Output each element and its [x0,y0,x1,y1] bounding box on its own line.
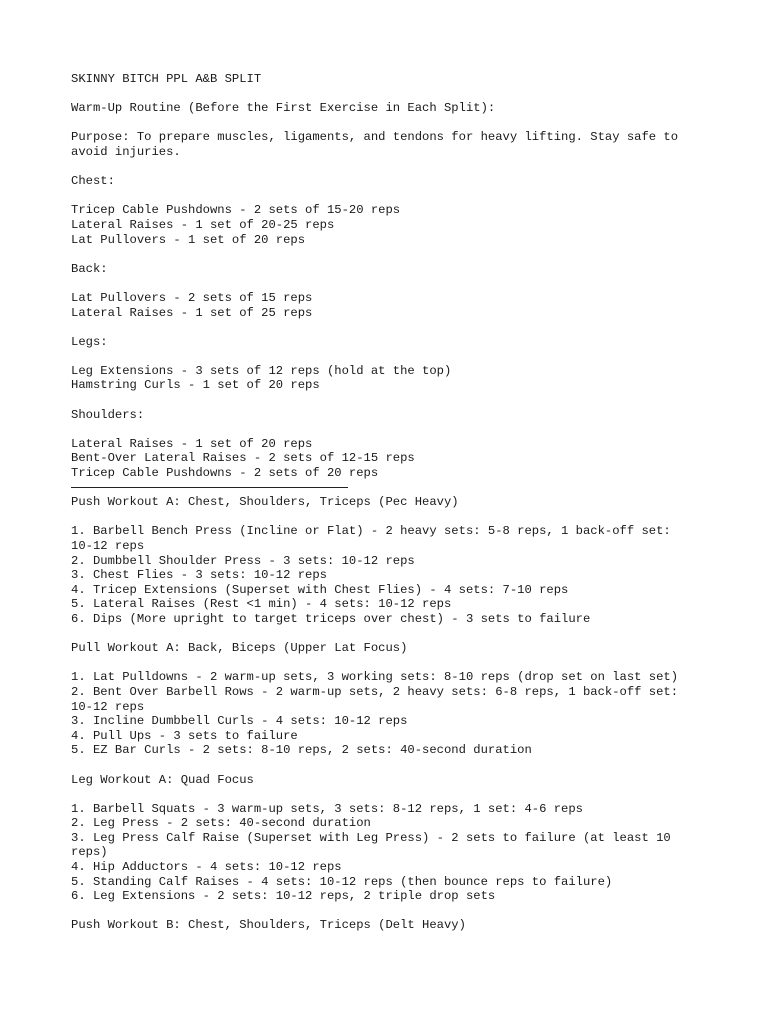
warmup-heading: Warm-Up Routine (Before the First Exercise in Each Split): [71,101,496,116]
list-item: 6. Leg Extensions - 2 sets: 10-12 reps, 2 triple drop sets [71,889,496,904]
warmup-purpose-line: avoid injuries. [71,144,181,159]
list-item: Lateral Raises - 1 set of 20 reps [71,436,313,451]
list-item: 4. Pull Ups - 3 sets to failure [71,728,298,743]
list-item: Tricep Cable Pushdowns - 2 sets of 15-20 reps [71,203,401,218]
push-a-heading: Push Workout A: Chest, Shoulders, Triceps (Pec Heavy) [71,495,459,510]
list-item: 1. Lat Pulldowns - 2 warm-up sets, 3 working sets: 8-10 reps (drop set on last set) [71,670,679,685]
list-item: 2. Dumbbell Shoulder Press - 3 sets: 10-12 reps [71,553,415,568]
list-item: reps) [71,845,108,860]
list-item: Hamstring Curls - 1 set of 20 reps [71,378,320,393]
list-item: Bent-Over Lateral Raises - 2 sets of 12-15 reps [71,451,415,466]
document-page [71,72,711,933]
list-item: 10-12 reps [71,539,145,553]
warmup-legs-heading: Legs: [71,334,108,349]
list-item: Lat Pullovers - 1 set of 20 reps [71,232,306,247]
push-b-heading: Push Workout B: Chest, Shoulders, Triceps (Delt Heavy) [71,918,466,933]
list-item: 3. Leg Press Calf Raise (Superset with Leg Press) - 2 sets to failure (at least 10 [71,830,671,845]
warmup-shoulders-heading: Shoulders: [71,407,145,422]
list-item: Lat Pullovers - 2 sets of 15 reps [71,290,313,305]
list-item: 6. Dips (More upright to target triceps over chest) - 3 sets to failure [71,611,591,626]
list-item: 2. Bent Over Barbell Rows - 2 warm-up sets, 2 heavy sets: 6-8 reps, 1 back-off set: [71,684,679,699]
list-item: 1. Barbell Bench Press (Incline or Flat) - 2 heavy sets: 5-8 reps, 1 back-off set: [71,524,671,539]
pull-a-heading: Pull Workout A: Back, Biceps (Upper Lat Focus) [71,641,408,656]
list-item: 10-12 reps [71,699,145,714]
document-title: SKINNY BITCH PPL A&B SPLIT [71,72,262,86]
list-item: Leg Extensions - 3 sets of 12 reps (hold at the top) [71,363,452,378]
warmup-back-heading: Back: [71,261,108,276]
list-item: 4. Hip Adductors - 4 sets: 10-12 reps [71,860,342,875]
list-item: Tricep Cable Pushdowns - 2 sets of 20 reps [71,466,379,481]
warmup-chest-heading: Chest: [71,174,115,189]
list-item: 2. Leg Press - 2 sets: 40-second duration [71,816,371,831]
list-item: 5. Lateral Raises (Rest <1 min) - 4 sets: 10-12 reps [71,597,452,612]
list-item: 3. Chest Flies - 3 sets: 10-12 reps [71,568,327,583]
list-item: 5. EZ Bar Curls - 2 sets: 8-10 reps, 2 sets: 40-second duration [71,743,532,758]
list-item: Lateral Raises - 1 set of 25 reps [71,305,313,320]
section-divider [71,481,711,496]
leg-a-heading: Leg Workout A: Quad Focus [71,772,254,787]
list-item: 3. Incline Dumbbell Curls - 4 sets: 10-12 reps [71,714,408,729]
list-item: 1. Barbell Squats - 3 warm-up sets, 3 sets: 8-12 reps, 1 set: 4-6 reps [71,801,583,816]
list-item: Lateral Raises - 1 set of 20-25 reps [71,217,335,232]
list-item: 5. Standing Calf Raises - 4 sets: 10-12 reps (then bounce reps to failure) [71,874,613,889]
list-item: 4. Tricep Extensions (Superset with Chest Flies) - 4 sets: 7-10 reps [71,582,569,597]
warmup-purpose-line: Purpose: To prepare muscles, ligaments, and tendons for heavy lifting. Stay safe to [71,130,679,145]
